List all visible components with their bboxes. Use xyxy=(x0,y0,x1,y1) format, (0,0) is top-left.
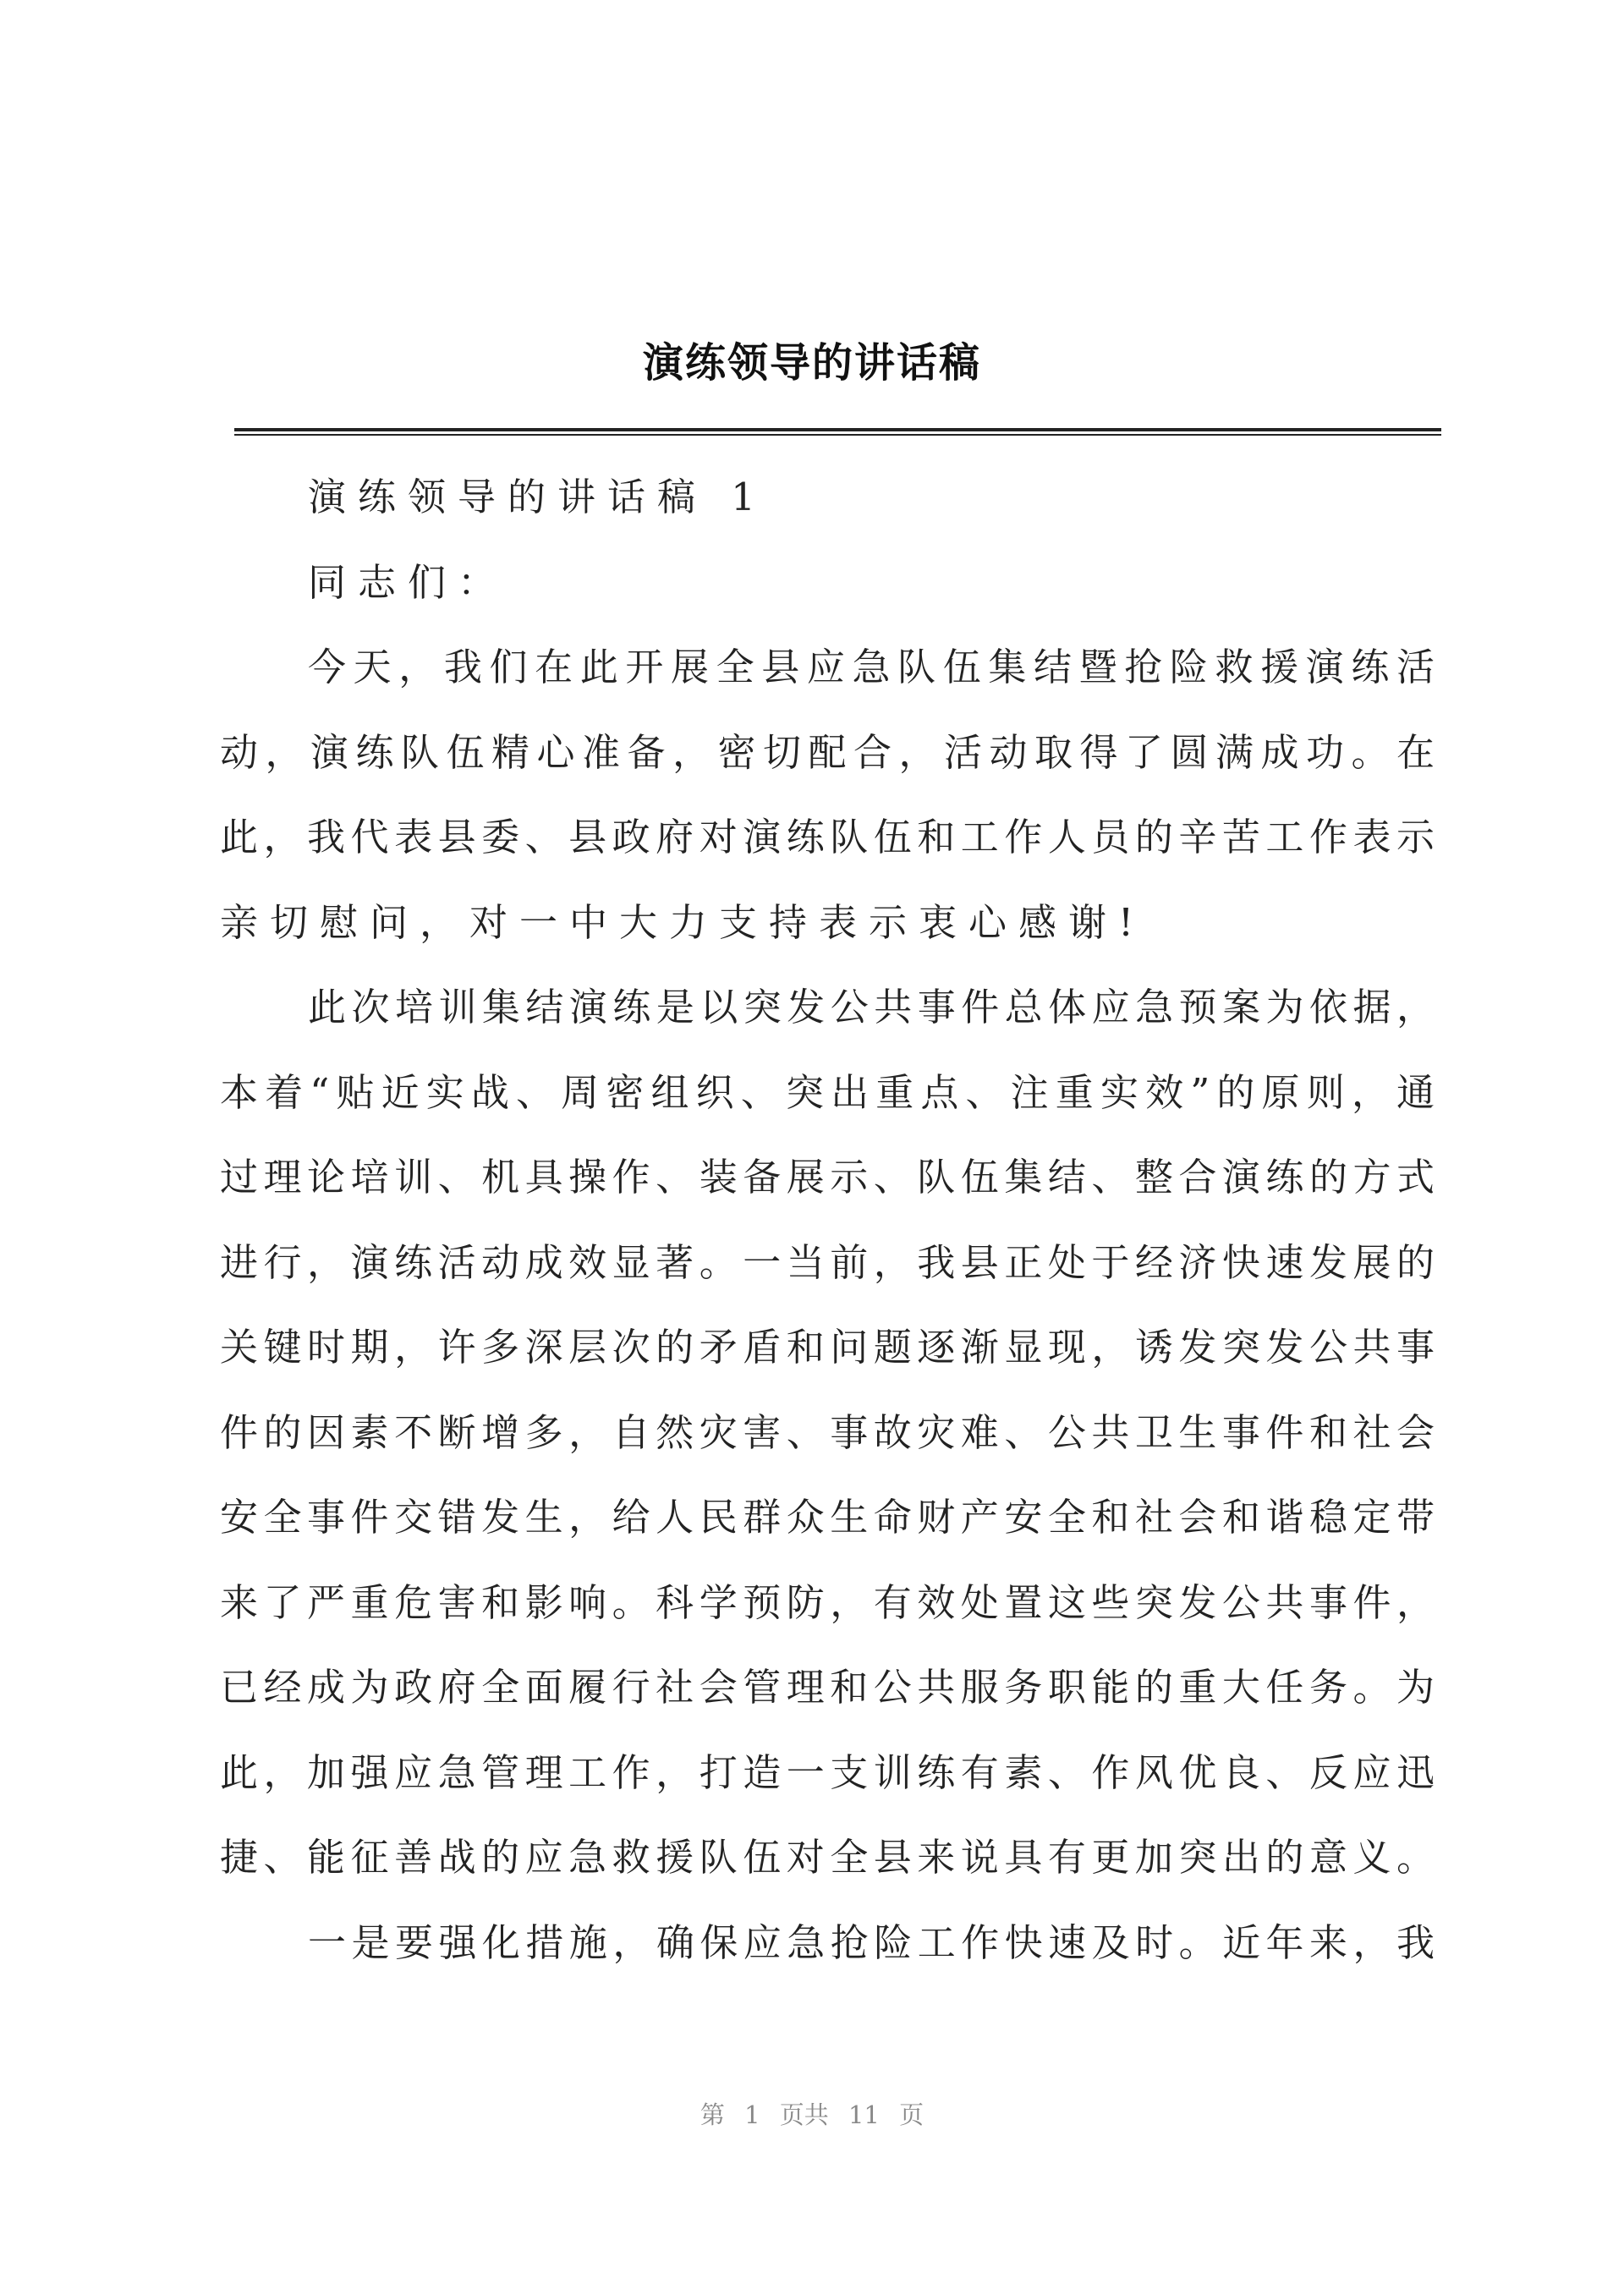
text-line: 本着“贴近实战、周密组织、突出重点、注重实效”的原则，通 xyxy=(220,1069,1435,1115)
text-line: 同志们： xyxy=(308,559,508,605)
text-line: 亲切慰问，对一中大力支持表示衷心感谢! xyxy=(220,899,1146,945)
text-line: 过理论培训、机具操作、装备展示、队伍集结、整合演练的方式 xyxy=(220,1155,1435,1200)
text-line: 一是要强化措施，确保应急抢险工作快速及时。近年来，我 xyxy=(308,1919,1435,1965)
page-number-footer: 第 1 页共 11 页 xyxy=(700,2100,924,2129)
text-line: 演练领导的讲话稿 1 xyxy=(308,475,767,519)
text-line: 进行，演练活动成效显著。一当前，我县正处于经济快速发展的 xyxy=(220,1239,1435,1285)
title-divider xyxy=(234,428,1441,436)
text-line: 来了严重危害和影响。科学预防，有效处置这些突发公共事件， xyxy=(220,1579,1435,1625)
text-line: 安全事件交错发生，给人民群众生命财产安全和社会和谐稳定带 xyxy=(220,1495,1435,1540)
text-line: 关键时期，许多深层次的矛盾和问题逐渐显现，诱发突发公共事 xyxy=(220,1325,1435,1370)
document-body xyxy=(220,455,1435,1985)
text-line: 此，我代表县委、县政府对演练队伍和工作人员的辛苦工作表示 xyxy=(220,815,1435,859)
text-line: 今天，我们在此开展全县应急队伍集结暨抢险救援演练活 xyxy=(308,645,1435,689)
text-line: 已经成为政府全面履行社会管理和公共服务职能的重大任务。为 xyxy=(220,1665,1435,1710)
text-line: 动，演练队伍精心准备，密切配合，活动取得了圆满成功。在 xyxy=(220,729,1435,775)
text-line: 此次培训集结演练是以突发公共事件总体应急预案为依据， xyxy=(308,985,1435,1029)
text-line: 此，加强应急管理工作，打造一支训练有素、作风优良、反应迅 xyxy=(220,1749,1435,1795)
document-title: 演练领导的讲话稿 xyxy=(642,339,981,387)
text-line: 捷、能征善战的应急救援队伍对全县来说具有更加突出的意义。 xyxy=(220,1835,1435,1880)
text-line: 件的因素不断增多，自然灾害、事故灾难、公共卫生事件和社会 xyxy=(220,1409,1435,1455)
